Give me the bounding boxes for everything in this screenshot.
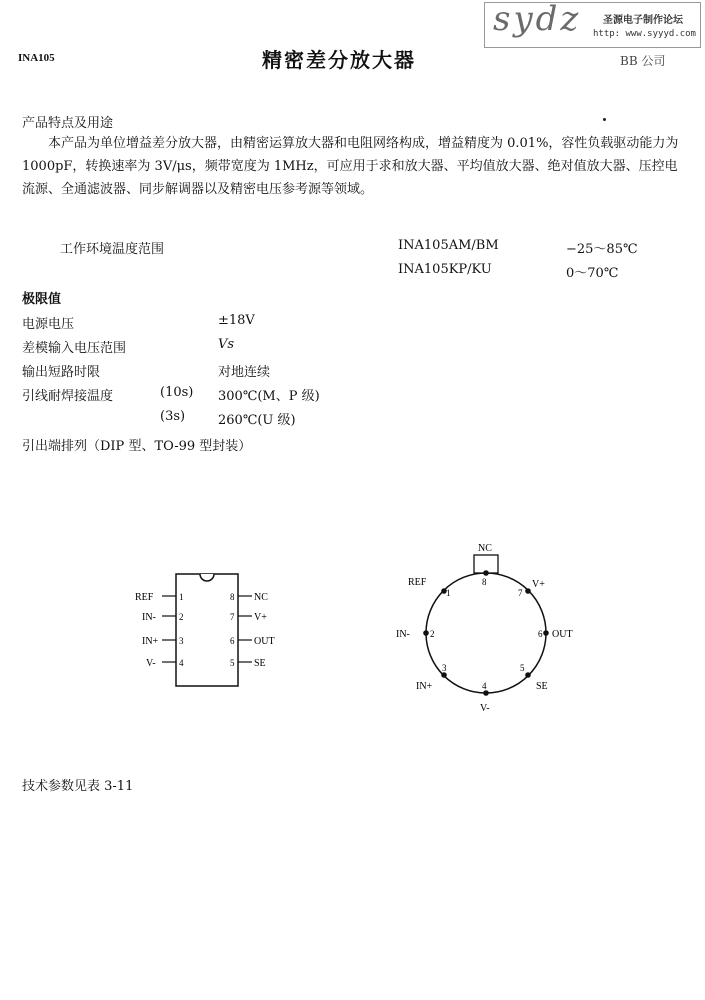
dip-pin-label: SE	[254, 658, 266, 669]
temp-row-range: −25～85℃	[566, 242, 638, 257]
can-pin-label: SE	[536, 681, 548, 692]
limit-name: 差模输入电压范围	[22, 341, 127, 356]
watermark-logo	[484, 2, 701, 48]
can-pin-dot	[423, 630, 429, 636]
can-pin-number: 3	[442, 663, 447, 673]
features-paragraph: 本产品为单位增益差分放大器，由精密运算放大器和电阻网络构成，增益精度为 0.01%，容性负载驱动能力为 1000pF，转换速率为 3V/μs，频带宽度为 1MHz，可应用于求和放大器、平均值放大器、绝对值放大器、压控电流源、全通滤波器、同步解调器以及精密电压参考源等领域。	[22, 136, 679, 197]
dip-pin-number: 1	[179, 592, 184, 602]
can-pin-label: IN-	[396, 629, 410, 640]
company-name: BB 公司	[620, 54, 666, 68]
limit-name: 输出短路时限	[22, 365, 101, 380]
dip-pin-label: REF	[135, 592, 154, 603]
can-pin-number: 2	[430, 629, 435, 639]
dip-pin-label: OUT	[254, 636, 275, 647]
dip-pin-number: 7	[230, 612, 235, 622]
pinout-heading: 引出端排列（DIP 型、TO-99 型封装）	[22, 439, 252, 454]
can-pin-label: OUT	[552, 629, 573, 640]
can-pin-label: V+	[532, 579, 545, 590]
limit-name: 电源电压	[22, 317, 75, 332]
can-pins	[423, 570, 549, 696]
can-pin-label: NC	[478, 543, 492, 554]
limit-condition: (10s)	[160, 385, 194, 400]
can-pin-dot	[525, 672, 531, 678]
dip-pin-label: IN-	[142, 612, 156, 623]
model-number: INA105	[18, 52, 55, 64]
can-pin-dot	[525, 588, 531, 594]
can-pin-dot	[483, 690, 489, 696]
limits-heading: 极限值	[22, 292, 62, 307]
can-pin-dot	[543, 630, 549, 636]
logo-site-name: 圣源电子制作论坛	[603, 15, 683, 26]
to99-package-diagram	[390, 535, 600, 725]
can-pin-number: 8	[482, 577, 487, 587]
page-title: 精密差分放大器	[262, 48, 416, 72]
limit-name: 引线耐焊接温度	[22, 389, 114, 404]
dip-pin-number: 5	[230, 658, 235, 668]
can-pin-number: 7	[518, 588, 523, 598]
dip-pin-number: 3	[179, 636, 184, 646]
dip-pin-label: V+	[254, 612, 267, 623]
dip-package-diagram	[130, 560, 300, 695]
dip-pin-label: NC	[254, 592, 268, 603]
can-pin-dot	[483, 570, 489, 576]
dip-notch	[200, 574, 214, 581]
speck	[603, 118, 606, 121]
reference-note: 技术参数见表 3-11	[22, 779, 134, 794]
limit-value: ±18V	[218, 313, 255, 328]
can-pin-number: 4	[482, 681, 487, 691]
dip-pin-number: 6	[230, 636, 235, 646]
logo-text: sydz	[493, 0, 582, 39]
dip-body	[176, 574, 238, 686]
limit-value: 300℃(M、P 级)	[218, 389, 320, 404]
temp-row-model: INA105KP/KU	[398, 262, 492, 277]
dip-pin-label: IN+	[142, 636, 159, 647]
can-pin-label: REF	[408, 577, 427, 588]
dip-pin-number: 2	[179, 612, 184, 622]
can-pin-label: V-	[480, 703, 490, 714]
can-pin-dot	[441, 672, 447, 678]
dip-pin-number: 8	[230, 592, 235, 602]
dip-pin-number: 4	[179, 658, 184, 668]
limit-condition: (3s)	[160, 409, 186, 424]
limit-value: 对地连续	[218, 365, 271, 380]
limit-value: Vs	[218, 337, 235, 352]
temp-row-range: 0～70℃	[566, 266, 619, 281]
limit-value: 260℃(U 级)	[218, 413, 296, 428]
temp-row-model: INA105AM/BM	[398, 238, 499, 253]
can-pin-number: 1	[446, 588, 451, 598]
dip-pin-label: V-	[146, 658, 156, 669]
can-pin-label: IN+	[416, 681, 433, 692]
features-heading: 产品特点及用途	[22, 116, 114, 131]
can-pin-number: 6	[538, 629, 543, 639]
can-pin-number: 5	[520, 663, 525, 673]
logo-url: http: www.syyyd.com	[593, 29, 696, 39]
temperature-label: 工作环境温度范围	[60, 242, 165, 257]
